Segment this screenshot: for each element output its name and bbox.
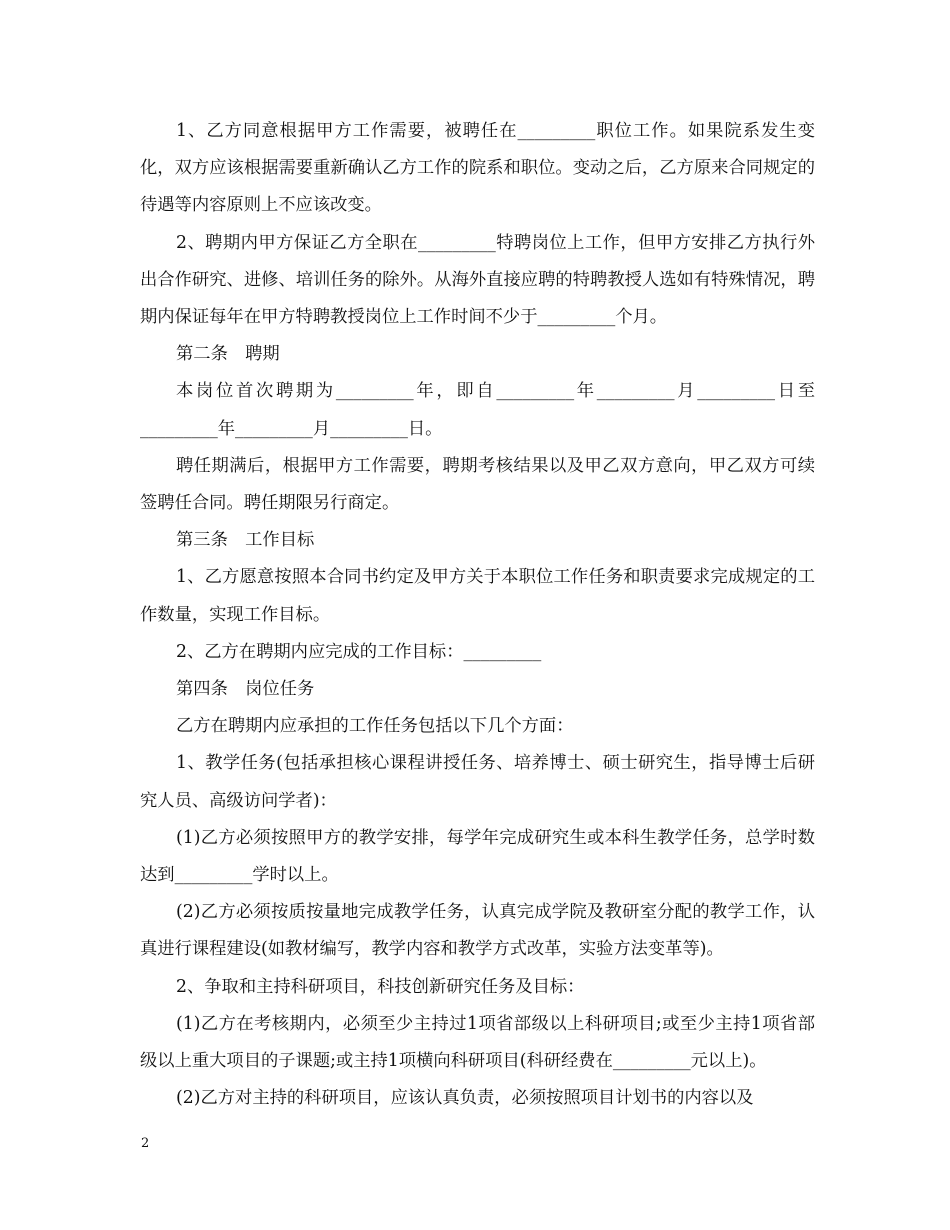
paragraph-7: 乙方在聘期内应承担的工作任务包括以下几个方面： <box>176 716 574 737</box>
paragraph-4: 聘任期满后，根据甲方工作需要，聘期考核结果以及甲乙双方意向，甲乙双方可续签聘任合同。聘任期限另行商定。 <box>140 455 815 514</box>
paragraph-9: (1)乙方必须按照甲方的教学安排，每学年完成研究生或本科生教学任务，总学时数达到_________学时以上。 <box>140 827 815 886</box>
paragraph-10: (2)乙方必须按质按量地完成教学任务，认真完成学院及教研室分配的教学工作，认真进行课程建设(如教材编写，教学内容和教学方式改革，实验方法变革等)。 <box>140 902 815 960</box>
paragraph-11: 2、争取和主持科研项目，科技创新研究任务及目标： <box>176 976 585 997</box>
section-heading-article-2: 第二条 聘期 <box>176 344 280 365</box>
paragraph-13: (2)乙方对主持的科研项目，应该认真负责，必须按照项目计划书的内容以及 <box>176 1088 754 1109</box>
paragraph-5: 1、乙方愿意按照本合同书约定及甲方关于本职位工作任务和职责要求完成规定的工作数量，实现工作目标。 <box>140 567 815 625</box>
paragraph-3: 本岗位首次聘期为_________年，即自_________年_________月_________日至_________年_________月_________日。 <box>140 381 815 439</box>
paragraph-12: (1)乙方在考核期内，必须至少主持过1项省部级以上科研项目;或至少主持1项省部级以上重大项目的子课题;或主持1项横向科研项目(科研经费在_________元以上)。 <box>140 1013 815 1072</box>
paragraph-1: 1、乙方同意根据甲方工作需要，被聘任在_________职位工作。如果院系发生变化，双方应该根据需要重新确认乙方工作的院系和职位。变动之后，乙方原来合同规定的待遇等内容原则上不应该改变。 <box>140 121 815 216</box>
page-number: 2 <box>141 1136 150 1151</box>
paragraph-2: 2、聘期内甲方保证乙方全职在_________特聘岗位上工作，但甲方安排乙方执行外出合作研究、进修、培训任务的除外。从海外直接应聘的特聘教授人选如有特殊情况，聘期内保证每年在甲方特聘教授岗位上工作时间不少于_________个月。 <box>140 232 815 328</box>
section-heading-article-4: 第四条 岗位任务 <box>176 679 315 700</box>
paragraph-6: 2、乙方在聘期内应完成的工作目标：_________ <box>176 641 542 662</box>
document-body <box>140 113 815 1117</box>
section-heading-article-3: 第三条 工作目标 <box>176 530 315 551</box>
paragraph-8: 1、教学任务(包括承担核心课程讲授任务、培养博士、硕士研究生，指导博士后研究人员、高级访问学者)： <box>140 753 815 811</box>
